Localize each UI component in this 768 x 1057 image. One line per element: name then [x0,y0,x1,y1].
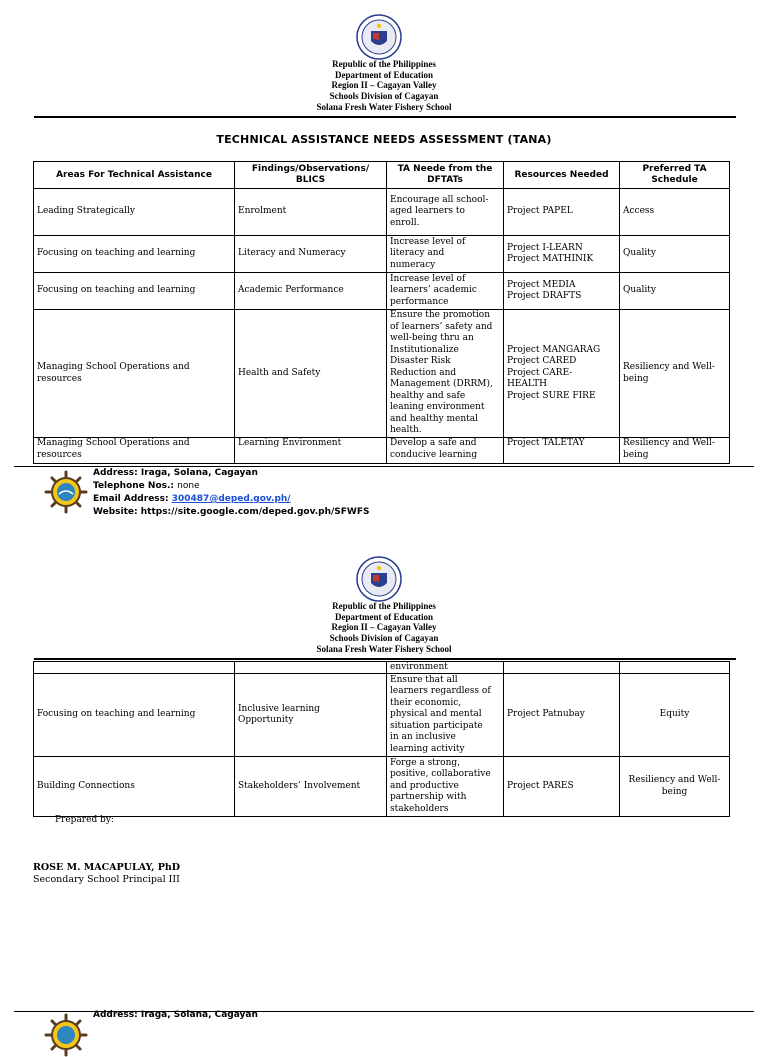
table-cell: Equity [620,674,730,757]
table-row [34,757,730,817]
header-line: Republic of the Philippines [332,59,436,69]
footer-website: Website: https://site.google.com/deped.gov.ph/SFWFS [93,507,370,517]
header-line: Region II – Cagayan Valley [331,622,437,633]
footer-telephone [93,480,369,493]
table-cell [235,662,387,674]
table-cell: Access [620,189,730,236]
table-cell: Increase level of literacy and numeracy [387,236,504,273]
table-cell: Building Connections [34,757,235,817]
table-cell: Managing School Operations and resources [34,438,235,464]
column-header: TA Neede from the DFTATs [387,162,504,189]
telephone-label: Telephone Nos.: [93,481,175,491]
letterhead [0,59,768,113]
header-line: Solana Fresh Water Fishery School [316,643,452,654]
table-cell: Inclusive learning Opportunity [235,674,387,757]
table-cell: Focusing on teaching and learning [34,273,235,310]
table-cell: Leading Strategically [34,189,235,236]
table-cell: Quality [620,273,730,310]
table-cell: Focusing on teaching and learning [34,236,235,273]
table-cell: Project PARES [504,757,620,817]
table-cell: Stakeholders’ Involvement [235,757,387,817]
table-cell: Managing School Operations and resources [34,310,235,438]
column-header: Findings/Observations/ BLICS [235,162,387,189]
table-cell [620,662,730,674]
table-cell: Project I-LEARN Project MATHINIK [504,236,620,273]
table-row [34,438,730,464]
header-line: Department of Education [335,611,433,622]
table-cell: Encourage all school- aged learners to enroll. [387,189,504,236]
table-cell: Resiliency and Well- being [620,438,730,464]
email-label: Email Address: [93,494,169,504]
header-line: Department of Education [335,69,433,80]
table-row [34,236,730,273]
table-cell: Learning Environment [235,438,387,464]
table-cell: Increase level of learners’ academic performance [387,273,504,310]
signatory-name: ROSE M. MACAPULAY, PhD [33,862,180,873]
table-cell: Project PAPEL [504,189,620,236]
table-cell [504,662,620,674]
footer-address: Address: Iraga, Solana, Cagayan [93,468,258,478]
table-cell: environment [387,662,504,674]
school-logo-icon [44,470,88,514]
table-cell: Project MEDIA Project DRAFTS [504,273,620,310]
table-row [34,273,730,310]
table-row [34,189,730,236]
deped-seal-icon [356,556,402,602]
header-divider [34,116,736,118]
footer-contact [93,467,369,519]
table-cell: Academic Performance [235,273,387,310]
table-cell: Quality [620,236,730,273]
document-title: TECHNICAL ASSISTANCE NEEDS ASSESSMENT (TANA) [216,133,552,146]
header-line: Schools Division of Cagayan [329,91,439,102]
table-cell: Project TALETAY [504,438,620,464]
header-divider [34,658,736,660]
table-cell: Focusing on teaching and learning [34,674,235,757]
column-header: Preferred TA Schedule [620,162,730,189]
tana-table [33,161,730,464]
table-cell: Ensure the promotion of learners’ safety and well-being thru an Institutionalize Disaster Risk Reduction and Management (DRRM), healthy and safe leaning environment and healthy mental health. [387,310,504,438]
table-cell: Ensure that all learners regardless of their economic, physical and mental situation participate in an inclusive learning activity [387,674,504,757]
header-line: Solana Fresh Water Fishery School [316,101,452,112]
tana-table-continued [33,661,730,817]
table-row [34,674,730,757]
deped-seal-icon [356,14,402,60]
signatory-position: Secondary School Principal III [33,874,180,885]
column-header: Areas For Technical Assistance [34,162,235,189]
footer-email [93,493,369,506]
table-cell: Resiliency and Well- being [620,310,730,438]
header-line: Republic of the Philippines [332,601,436,611]
email-link[interactable]: 300487@deped.gov.ph/ [171,494,291,504]
letterhead [0,601,768,655]
table-cell: Project MANGARAG Project CARED Project CARE- HEALTH Project SURE FIRE [504,310,620,438]
table-row [34,662,730,674]
table-cell: Health and Safety [235,310,387,438]
telephone-value: none [177,481,200,491]
table-cell [34,662,235,674]
school-logo-icon [44,1013,88,1057]
table-header-row [34,162,730,189]
table-cell: Resiliency and Well- being [620,757,730,817]
footer-contact [93,1009,258,1022]
column-header: Resources Needed [504,162,620,189]
table-cell: Literacy and Numeracy [235,236,387,273]
header-line: Schools Division of Cagayan [329,633,439,644]
header-line: Region II – Cagayan Valley [331,80,437,91]
table-cell: Enrolment [235,189,387,236]
table-cell: Project Patnubay [504,674,620,757]
table-cell: Forge a strong, positive, collaborative and productive partnership with stakeholders [387,757,504,817]
table-row [34,310,730,438]
table-cell: Develop a safe and conducive learning [387,438,504,464]
prepared-by-label: Prepared by: [55,815,114,825]
footer-address: Address: Iraga, Solana, Cagayan [93,1010,258,1020]
